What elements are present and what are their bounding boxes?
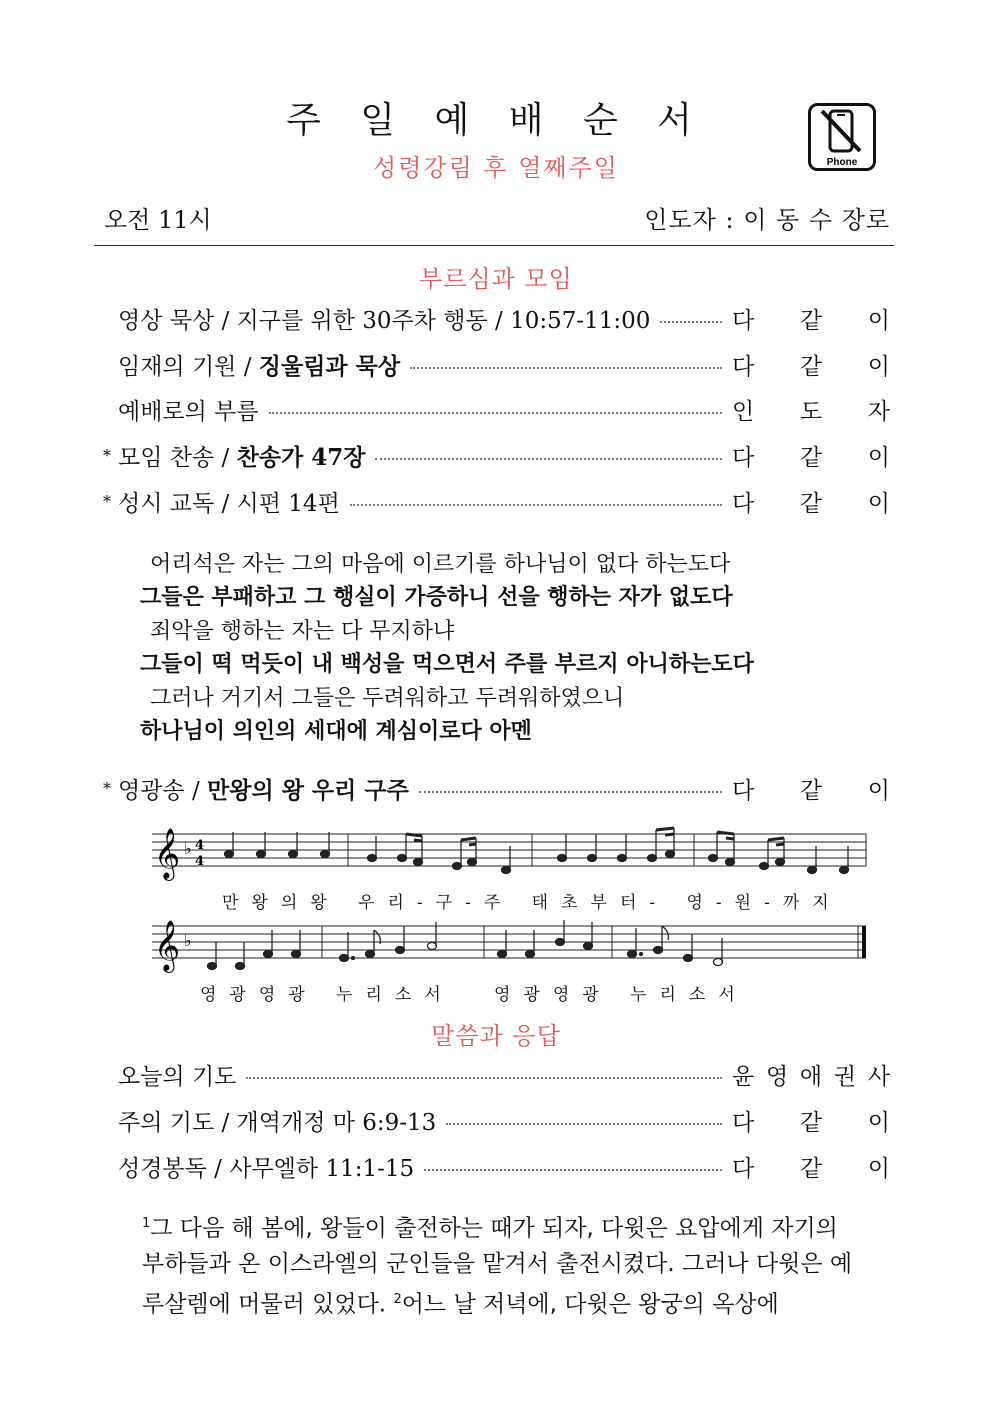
- service-leader: 인도자 : 이 동 수 장로: [644, 206, 890, 234]
- psalm-response-line: 하나님이 의인의 세대에 계심이로다 아멘: [140, 719, 532, 744]
- flat-icon: ♭: [184, 839, 192, 858]
- order-item-who: 윤 영 애 권 사: [732, 1063, 890, 1090]
- order-item: [96, 1103, 890, 1137]
- service-time: 오전 11시: [104, 206, 212, 234]
- psalm-leader-line: 그러나 거기서 그들은 두려워하고 두려워하였으니: [150, 686, 625, 711]
- time-signature-top: 4: [195, 838, 205, 853]
- psalm-leader-line: 죄악을 행하는 자는 다 무지하냐: [150, 619, 455, 644]
- section-heading-word: 말씀과 응답: [431, 1022, 561, 1050]
- page-subtitle: 성령강림 후 열째주일: [373, 154, 619, 182]
- treble-clef-icon: 𝄞: [154, 920, 181, 971]
- order-item: [96, 438, 890, 472]
- order-item: [96, 1149, 890, 1183]
- order-item-who: 다 같 이: [732, 444, 890, 471]
- order-item-label: 성시 교독 / 시편 14편: [118, 490, 340, 517]
- music-score-line-2: [150, 918, 870, 1008]
- order-item: [96, 347, 890, 381]
- score-lyrics-1: 만왕의왕 우리-구-주 태초부터- 영-원-까지: [222, 893, 842, 913]
- no-phone-icon: [808, 103, 876, 171]
- treble-clef-icon: 𝄞: [154, 828, 181, 879]
- psalm-response-line: 그들이 떡 먹듯이 내 백성을 먹으면서 주를 부르지 아니하는도다: [140, 652, 754, 677]
- order-item-label: 영상 묵상 / 지구를 위한 30주차 행동 / 10:57-11:00: [118, 307, 651, 334]
- order-item-label: 임재의 기원 /: [118, 353, 259, 380]
- order-item-who: 다 같 이: [732, 490, 890, 517]
- scripture-passage: [142, 1206, 862, 1322]
- order-item-detail: 징울림과 묵상: [258, 352, 401, 380]
- order-item-doxology: [96, 771, 890, 805]
- order-item-who: 인 도 자: [732, 398, 890, 425]
- header-divider: [94, 245, 894, 246]
- order-item-label: 모임 찬송 /: [118, 444, 237, 471]
- order-item-label: 영광송 /: [118, 777, 208, 804]
- order-item-label: 성경봉독 / 사무엘하 11:1-15: [118, 1155, 415, 1182]
- order-item-who: 다 같 이: [732, 777, 890, 804]
- flat-icon: ♭: [184, 931, 192, 950]
- section-heading-gathering: 부르심과 모임: [419, 265, 573, 293]
- order-item-who: 다 같 이: [732, 1109, 890, 1136]
- page-title: 주 일 예 배 순 서: [286, 100, 706, 141]
- verse-text: 그 다음 해 봄에, 왕들이 출전하는 때가 되자, 다윗은 요압에게 자기의 부하들과 온 이스라엘의 군인들을 맡겨서 출전시켰다. 그러나 다윗은 예루살렘에 머물러 있었다.: [142, 1215, 853, 1318]
- verse-number: 2: [393, 1291, 402, 1307]
- time-signature-bottom: 4: [195, 854, 205, 869]
- order-item-label: 오늘의 기도: [118, 1063, 237, 1090]
- standing-mark: *: [103, 491, 111, 511]
- score-lyrics-2a: 영광영광 누리소서: [200, 985, 454, 1005]
- verse-text: 어느 날 저녁에, 다윗은 왕궁의 옥상에: [401, 1291, 779, 1318]
- phone-label: Phone: [826, 157, 858, 168]
- music-score-line-1: [150, 826, 870, 916]
- order-item-who: 다 같 이: [732, 1155, 890, 1182]
- order-item-label: 예배로의 부름: [118, 398, 259, 425]
- standing-mark: *: [103, 445, 111, 465]
- order-item: [96, 301, 890, 335]
- order-item: [96, 1057, 890, 1091]
- verse-number: 1: [142, 1216, 151, 1231]
- order-item-who: 다 같 이: [732, 307, 890, 334]
- psalm-response-line: 그들은 부패하고 그 행실이 가증하니 선을 행하는 자가 없도다: [140, 585, 733, 610]
- order-item: [96, 392, 890, 426]
- score-lyrics-2b: 영광영광 누리소서: [494, 985, 748, 1005]
- order-item-label: 주의 기도 / 개역개정 마 6:9-13: [118, 1109, 437, 1136]
- order-item: [96, 484, 890, 518]
- order-item-detail: 찬송가 47장: [236, 443, 366, 471]
- psalm-leader-line: 어리석은 자는 그의 마음에 이르기를 하나님이 없다 하는도다: [150, 552, 731, 577]
- order-item-who: 다 같 이: [732, 353, 890, 380]
- standing-mark: *: [103, 778, 111, 798]
- order-item-detail: 만왕의 왕 우리 구주: [207, 776, 409, 804]
